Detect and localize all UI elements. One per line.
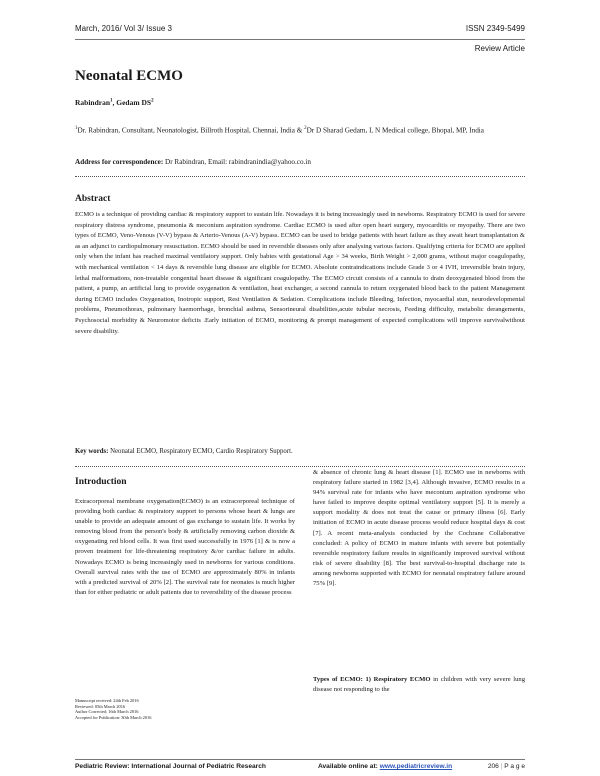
abstract-body: ECMO is a technique of providing cardiac & respiratory support to sustain life. Nowadays it is being increasingly used in newborns. Respiratory ECMO is used for severe respiratory distress syndrome, pneumonia & meconium aspiration syndrome. Cardiac ECMO is used after open heart surgery, myocarditis or myopathy. There are two types of ECMO, Veno-Venous (V-V) bypass & Arterio-Venous (A-V) bypass. ECMO can be used to bridge patients with heart failure as they await heart transplantation & as an adjunct to cardiopulmonary resuscitation. ECMO should be used in reversible diseases only after analysing various factors. Qualifying criteria for ECMO are applied only when the infant has reached maximal ventilatory support. Only babies with gestational Age > 34 weeks, Birth Weight > 2,000 grams, without major coagulopathy, with mechanical ventilation < 14 days & reversible lung disease are eligible for ECMO. Absolute contraindications include Grade 3 or 4 IVH, irreversible brain injury, lethal malformations, non-treatable congenital heart disease & significant coagulopathy. The ECMO circuit consists of a cannula to drain deoxygenated blood from the patient, a pump, an artificial lung to provide oxygenation & ventilation, heat exchanger, a second cannula to return oxygenated blood back to the patient Management during ECMO includes Oxygenation, Inotropic support, Rest Ventilation & Sedation. Complications include Bleeding, Infection, myocardial stun, neurodevelopmental problems, Pneumothorax, pulmonary haemorrhage, bronchial asthma, Sensorineural disabilities,acute tubular necrosis, Feeding difficulty, metabolic derangements, Psychosocial morbidity & Neuromotor deficits .Early initiation of ECMO, monitoring & prompt management of expected complications will improve survivalwithout severe disability. xyxy=(75,211,525,335)
correspondence xyxy=(75,158,525,166)
page-header xyxy=(75,24,525,36)
online-availability xyxy=(318,763,452,770)
page-num-value: 206 xyxy=(487,763,499,770)
header-divider xyxy=(75,39,525,40)
introduction-column-1: Extracorporeal membrane oxygenation(ECMO) is an extracorporeal technique of providing both cardiac & respiratory support to persons whose heart & lungs are unable to provide an adequate amount of gas exchange to sustain life. It works by removing blood from the person's body & artificially removing carbon dioxide & oxygenating red blood cells. It was first used successfully in 1976 [1] & is now a proven treatment for life-threatening respiratory &/or cardiac failure in adults. Nowadays ECMO is being increasingly used in newborns for various conditions. Overall survival rates with the use of ECMO are approximately 80% in infants with a predicted survival of 20% [2]. The survival rate for neonates is much higher than for either pediatric or adult patients due to reversibility of the disease process xyxy=(75,498,295,596)
correspondence-text: Dr Rabindran, Email: rabindranindia@yahoo.co.in xyxy=(163,158,311,166)
correspondence-label: Address for correspondence: xyxy=(75,158,164,166)
date-received: Manuscript received: 24th Feb 2016 xyxy=(75,698,139,703)
date-corrected: Author Corrected; 16th March 2016 xyxy=(75,709,139,715)
keywords-text: Neonatal ECMO, Respiratory ECMO, Cardio Respiratory Support. xyxy=(108,448,293,455)
affiliations xyxy=(75,123,525,136)
author-1: Rabindran xyxy=(75,98,111,107)
affiliation-1: Dr. Rabindran, Consultant, Neonatologist, Billroth Hospital, Chennai, India & xyxy=(77,126,305,135)
issue-info: March, 2016/ Vol 3/ Issue 3 xyxy=(75,24,172,33)
keywords xyxy=(75,448,525,455)
author-list xyxy=(75,98,154,107)
issn: ISSN 2349-5499 xyxy=(465,24,525,33)
online-label: Available online at: xyxy=(318,763,380,770)
types-text: in children with very severe lung disease not responding to the xyxy=(313,676,525,694)
dotted-divider xyxy=(75,176,525,177)
date-reviewed: Reviewed: 05th March 2016 xyxy=(75,703,126,709)
manuscript-dates xyxy=(75,698,295,720)
date-accepted: Accepted for Publication: 30th March 2016 xyxy=(75,714,152,720)
author-1-affil-marker: 1 xyxy=(110,98,113,104)
affil-marker-2: 2 xyxy=(304,126,307,131)
abstract-heading: Abstract xyxy=(75,194,111,204)
introduction-column-2: & absence of chronic lung & heart disease [1]. ECMO use in newborns with respiratory failure started in 1982 [3,4]. Although invasive, ECMO results in a 94% survival rate for infants who have meconium aspiration syndrome who have failed to improve despite optimal ventilatory support [5]. It is merely a support modality & does not treat the cause or primary illness [6]. Early initiation of ECMO in acute disease process would reduce hospital days & cost [7]. A recent meta-analysis conducted by the Cochrane Collaborative concluded: A policy of ECMO in mature infants with severe but potentially reversible respiratory failure results in significantly improved survival without risk of severe disability [8]. The best survival-to-hospital discharge rate is among newborns supported with ECMO for neonatal respiratory failure around 75% [9]. xyxy=(313,469,525,588)
article-title: Neonatal ECMO xyxy=(75,68,183,84)
article-type: Review Article xyxy=(474,44,525,53)
author-2-affil-marker: 2 xyxy=(151,98,154,104)
dotted-divider xyxy=(75,466,525,467)
author-2: Gedam DS xyxy=(116,98,152,107)
types-paragraph xyxy=(313,675,525,695)
author-separator: , xyxy=(112,98,117,107)
journal-name: Pediatric Review: International Journal of Pediatric Research xyxy=(75,763,266,770)
keywords-label: Key words: xyxy=(75,448,109,455)
journal-url-link[interactable]: www.pediatricreview.in xyxy=(379,763,453,770)
footer-divider xyxy=(75,759,525,760)
introduction-heading: Introduction xyxy=(75,477,127,487)
page-separator: | xyxy=(498,763,505,770)
types-label: Types of ECMO: 1) Respiratory ECMO xyxy=(313,676,431,683)
page-number xyxy=(488,763,525,770)
page-word: P a g e xyxy=(504,763,525,770)
affil-marker-1: 1 xyxy=(75,126,78,131)
affiliation-2: Dr D Sharad Gedam, L N Medical college, Bhopal, MP, India xyxy=(306,126,484,135)
